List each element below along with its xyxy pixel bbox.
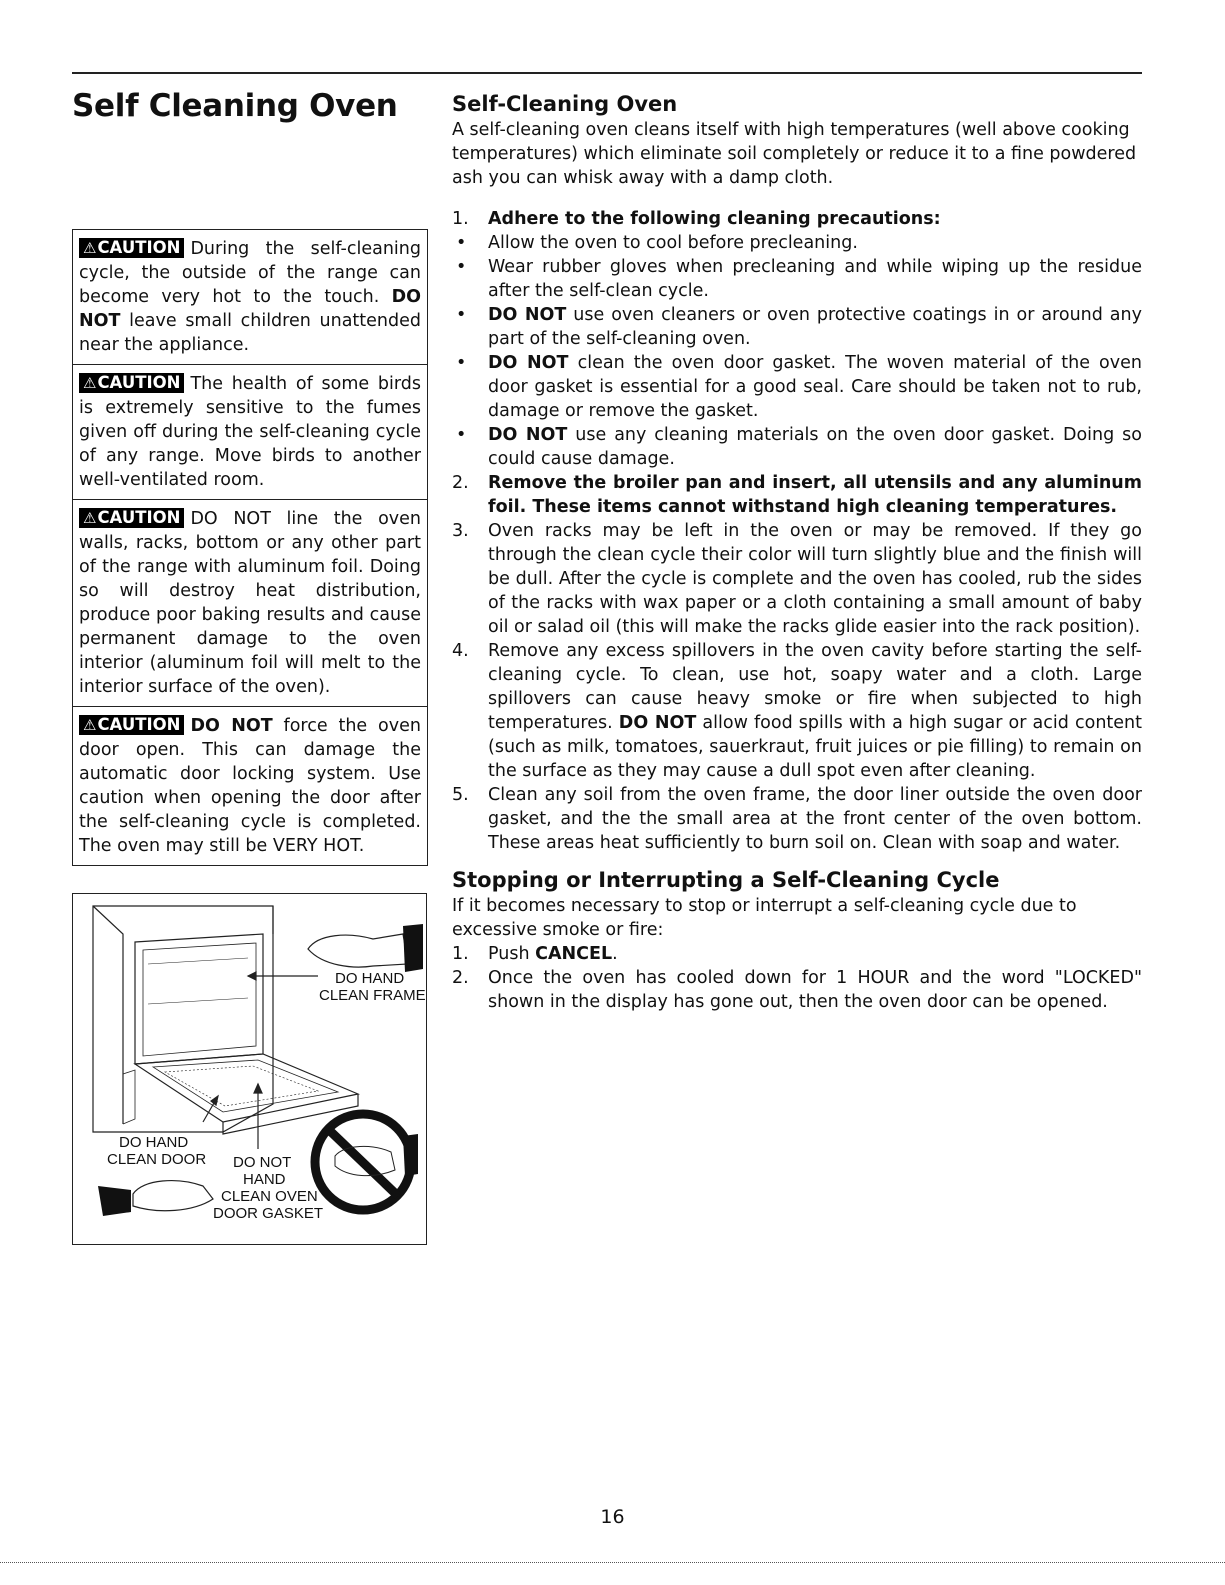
step-number: 2. (452, 968, 469, 988)
bottom-rule (0, 1562, 1225, 1563)
text-run: Once the oven has cooled down for 1 HOUR and the word "LOCKED" shown in the display has gone out, then the oven door can be opened. (488, 968, 1142, 1012)
glove-icon-door (98, 1181, 213, 1216)
caution-badge-label: CAUTION (97, 373, 181, 392)
text-run: Push (488, 944, 536, 964)
bullet-item (452, 231, 1142, 255)
text-run: Oven racks may be left in the oven or may be removed. If they go through the clean cycle their color will turn slightly blue and the finish will be dull. After the cycle is complete and the oven has cooled, rub the sides of the racks with wax paper or a cloth containing a small amount of baby oil or salad oil (this will make the racks glide easier into the rack position). (488, 521, 1142, 637)
section-heading-self-cleaning: Self-Cleaning Oven (452, 92, 678, 116)
oven-diagram (73, 894, 426, 1244)
numbered-step (452, 966, 1142, 1014)
text-run: Clean any soil from the oven frame, the door liner outside the oven door gasket, and the the small area at the front center of the oven bottom. These areas heat sufficiently to burn soil on. Clean with soap and water. (488, 785, 1142, 853)
caution-box (73, 707, 428, 865)
step-number: 2. (452, 473, 469, 493)
caution-stack (72, 229, 428, 866)
text-run: During the self-cleaning cycle, the outside of the range can become very hot to the touch. (79, 239, 421, 307)
bold-text: DO NOT (488, 425, 568, 445)
warning-icon: ⚠ (83, 239, 97, 257)
text-run: DO NOT line the oven walls, racks, bottom or any other part of the range with aluminum foil. Doing so will destroy heat distribution, produce poor baking results and cause permanent damage to the oven interior (aluminum foil will melt to the interior surface of the oven). (79, 509, 421, 697)
warning-icon: ⚠ (83, 509, 97, 527)
cleaning-steps-list (452, 207, 1142, 855)
label-frame-1: DO HAND (335, 970, 405, 987)
caution-badge (79, 373, 184, 393)
step-number: 1. (452, 209, 469, 229)
warning-icon: ⚠ (83, 374, 97, 392)
bold-text: DO NOT (488, 353, 569, 373)
caution-box (73, 500, 428, 707)
bullet-item (452, 351, 1142, 423)
text-run: The health of some birds is extremely sensitive to the fumes given off during the self-cleaning cycle of any range. Move birds to another well-ventilated room. (79, 374, 421, 490)
bold-text: CANCEL (535, 944, 613, 964)
step-number: 5. (452, 785, 469, 805)
bold-text: DO NOT (190, 716, 273, 736)
section-intro: A self-cleaning oven cleans itself with high temperatures (well above cooking temperatures) which eliminate soil completely or reduce it to a fine powdered ash you can whisk away with a damp cloth. (452, 120, 1137, 188)
text-run: clean the oven door gasket. The woven material of the oven door gasket is essential for a good seal. Care should be taken not to rub, damage or remove the gasket. (488, 353, 1142, 421)
bullet-marker: • (456, 353, 467, 373)
label-gasket-3: CLEAN OVEN (221, 1188, 318, 1205)
prohibited-icon (315, 1114, 418, 1210)
numbered-step (452, 207, 1142, 231)
numbered-step (452, 783, 1142, 855)
text-run: Allow the oven to cool before precleaning. (488, 233, 858, 253)
caution-badge (79, 238, 184, 258)
label-door-1: DO HAND (119, 1134, 189, 1151)
bullet-item (452, 255, 1142, 303)
stopping-steps-list (452, 942, 1142, 1014)
numbered-step (452, 639, 1142, 783)
caution-box (73, 365, 428, 500)
bold-text: Adhere to the following cleaning precautions: (488, 209, 941, 229)
text-run: leave small children unattended near the appliance. (79, 311, 421, 355)
bold-text: Remove the broiler pan and insert, all utensils and any aluminum foil. These items cannot withstand high cleaning temperatures. (488, 473, 1142, 517)
section-intro-stopping: If it becomes necessary to stop or interrupt a self-cleaning cycle due to excessive smoke or fire: (452, 896, 1077, 940)
bold-text: DO NOT (79, 287, 421, 331)
caution-box (73, 230, 428, 365)
text-run: force the oven door open. This can damage the automatic door locking system. Use caution when opening the door after the self-cleaning cycle is completed. The oven may still be VERY HOT. (79, 716, 421, 856)
label-gasket-4: DOOR GASKET (213, 1205, 324, 1222)
oven-cleaning-illustration (72, 893, 427, 1245)
caution-badge (79, 508, 184, 528)
section-heading-stopping: Stopping or Interrupting a Self-Cleaning Cycle (452, 868, 1000, 892)
main-column (452, 90, 1142, 1014)
bullet-marker: • (456, 257, 467, 277)
text-run: . (612, 944, 618, 964)
step-number: 1. (452, 944, 469, 964)
label-door-2: CLEAN DOOR (107, 1151, 207, 1168)
caution-badge-label: CAUTION (97, 715, 181, 734)
caution-badge-label: CAUTION (97, 238, 181, 257)
caution-badge (79, 715, 184, 735)
label-gasket-2: HAND (243, 1171, 286, 1188)
bullet-marker: • (456, 233, 467, 253)
step-number: 3. (452, 521, 469, 541)
bullet-item (452, 303, 1142, 351)
numbered-step (452, 519, 1142, 639)
bold-text: DO NOT (618, 713, 697, 733)
caution-badge-label: CAUTION (97, 508, 181, 527)
label-frame-2: CLEAN FRAME (319, 987, 426, 1004)
page-number: 16 (600, 1506, 625, 1528)
step-number: 4. (452, 641, 469, 661)
text-run: Wear rubber gloves when precleaning and while wiping up the residue after the self-clean cycle. (488, 257, 1142, 301)
bullet-marker: • (456, 425, 467, 445)
top-rule (72, 72, 1142, 74)
text-run: Remove any excess spillovers in the oven cavity before starting the self-cleaning cycle. To clean, use hot, soapy water and a cloth. Large spillovers can cause heavy smoke or fire when subjected to high temperatures. (488, 641, 1142, 733)
bold-text: DO NOT (488, 305, 567, 325)
text-run: use any cleaning materials on the oven door gasket. Doing so could cause damage. (488, 425, 1142, 469)
text-run: allow food spills with a high sugar or acid content (such as milk, tomatoes, sauerkraut, fruit juices or pie filling) to remain on the surface as they may cause a dull spot even after cleaning. (488, 713, 1142, 781)
numbered-step (452, 471, 1142, 519)
text-run: use oven cleaners or oven protective coatings in or around any part of the self-cleaning oven. (488, 305, 1142, 349)
warning-icon: ⚠ (83, 716, 97, 734)
bullet-item (452, 423, 1142, 471)
glove-icon-frame (308, 924, 423, 972)
bullet-marker: • (456, 305, 467, 325)
label-gasket-1: DO NOT (233, 1154, 292, 1171)
numbered-step (452, 942, 1142, 966)
page-title: Self Cleaning Oven (72, 88, 398, 124)
